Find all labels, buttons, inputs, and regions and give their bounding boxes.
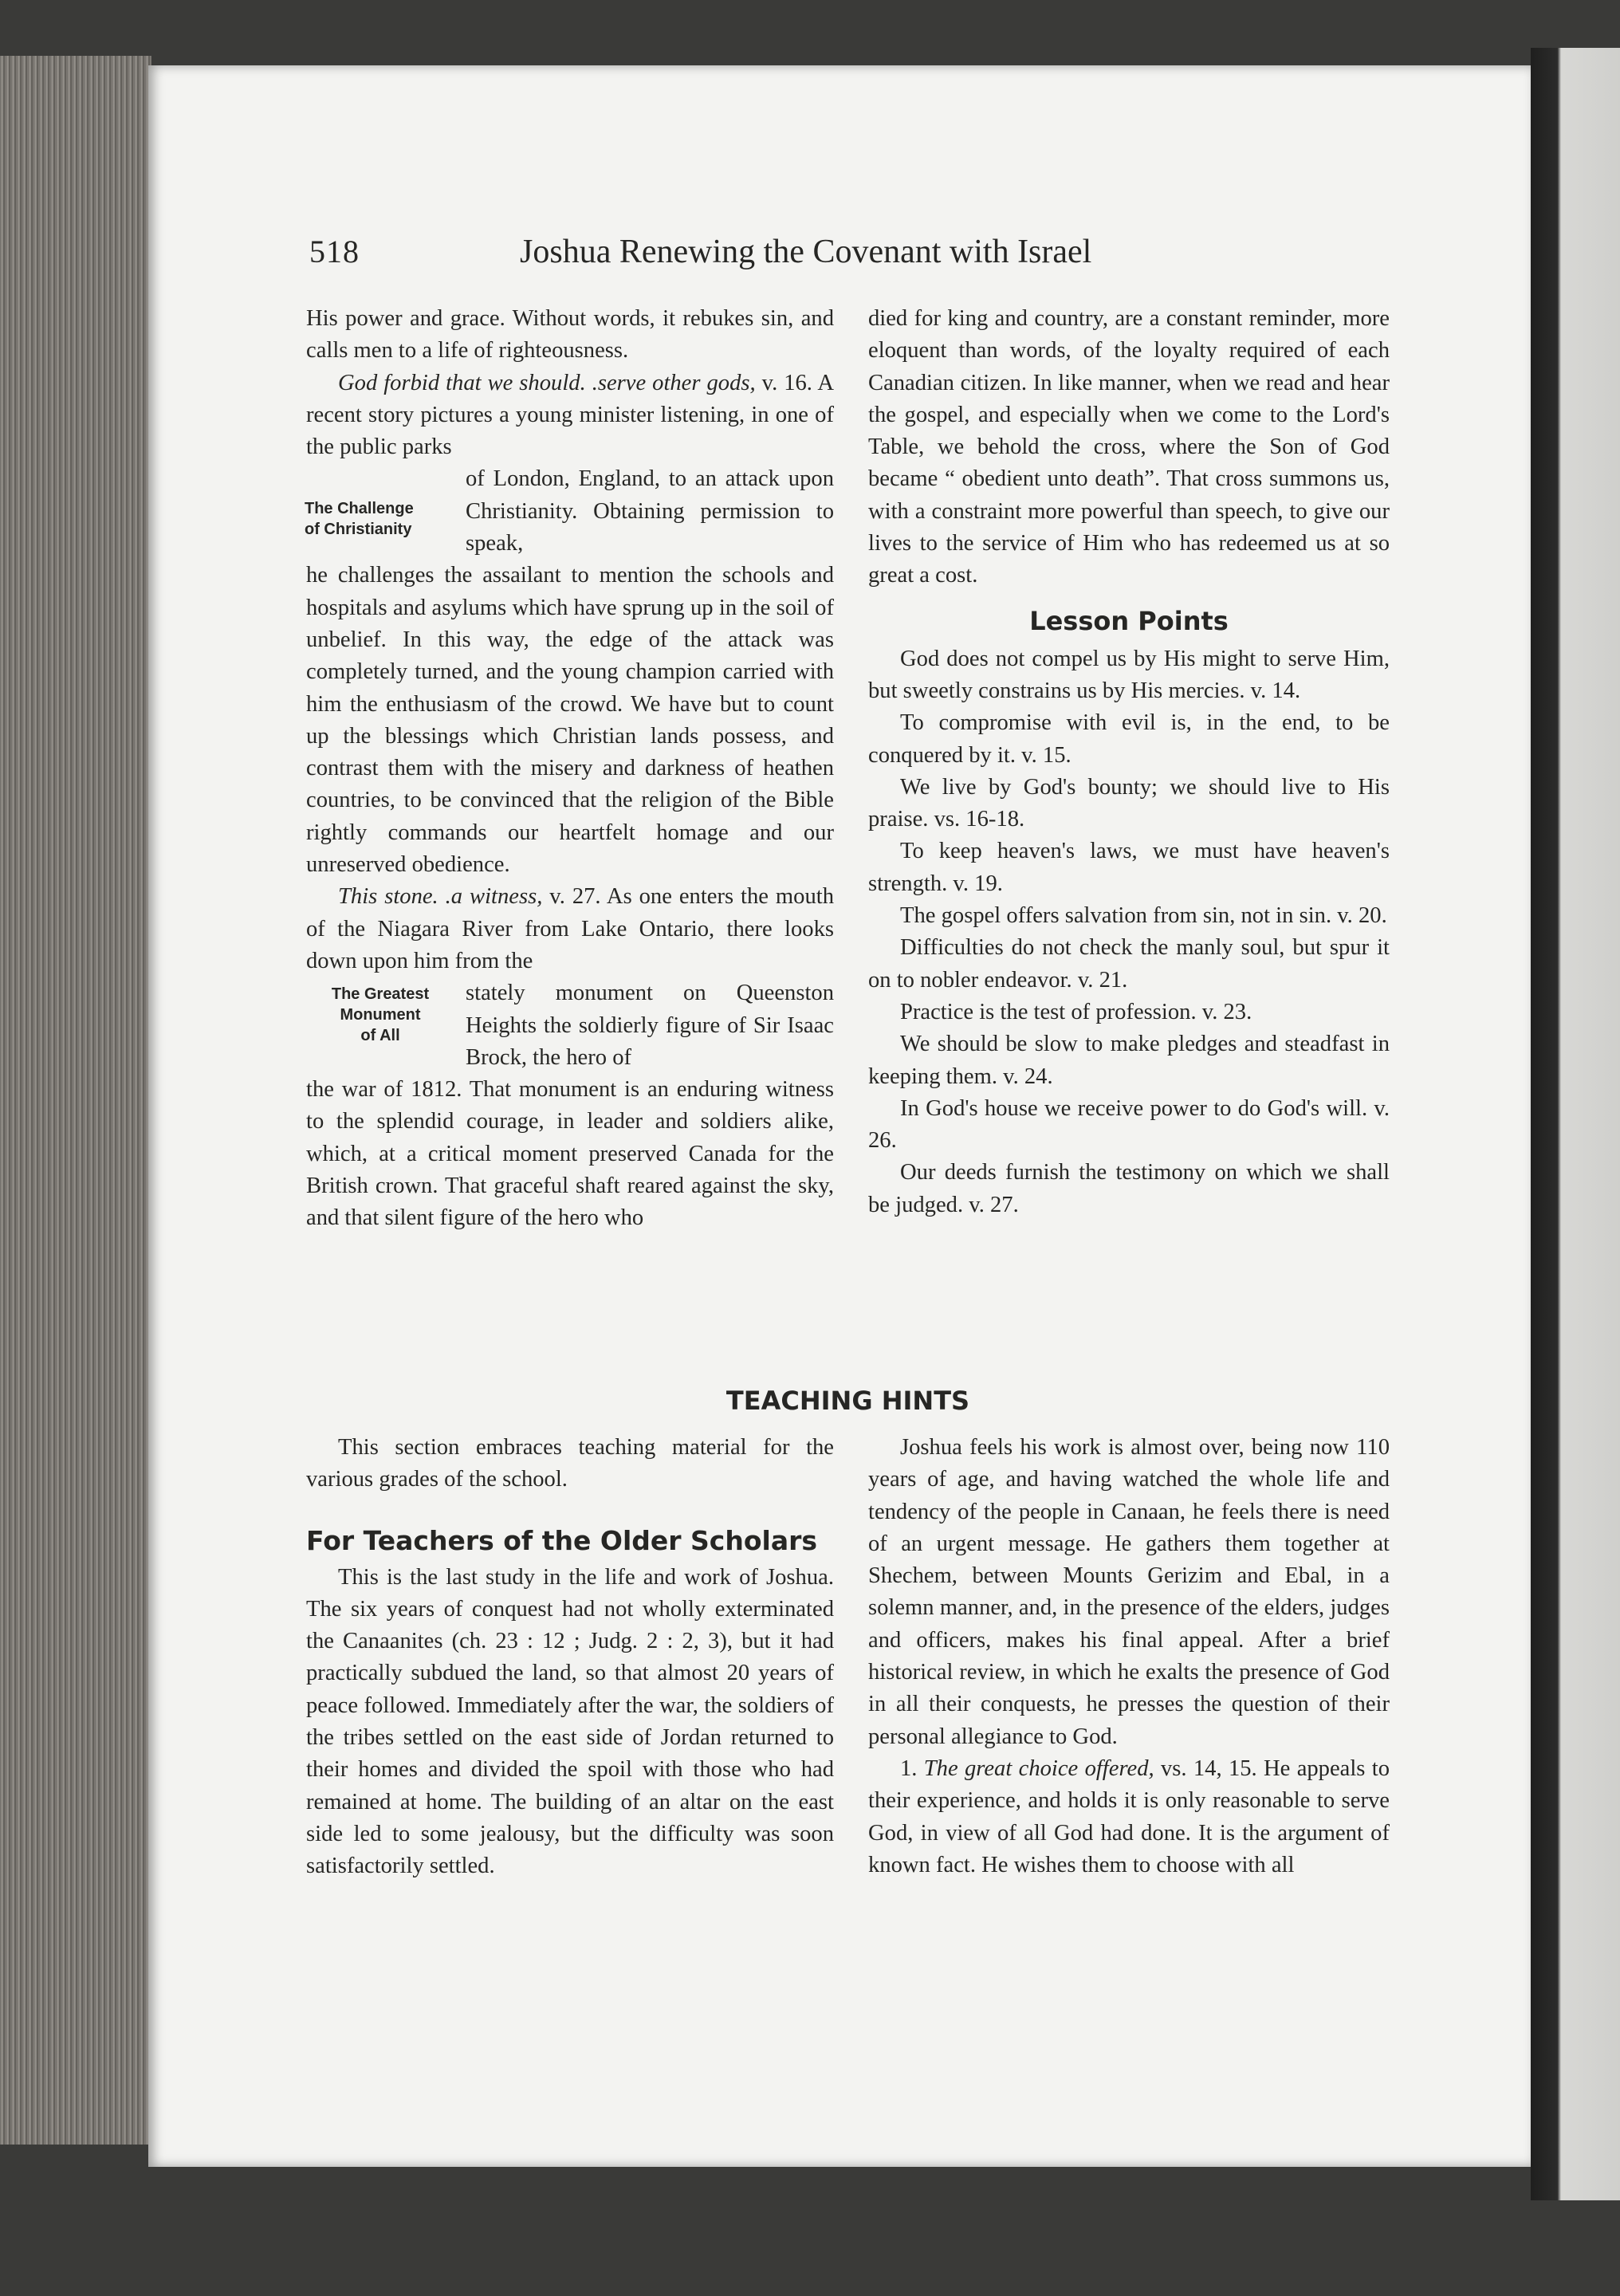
lesson-point: In God's house we receive power to do God's will. v. 26.	[868, 1095, 1390, 1154]
paragraph: God forbid that we should. .serve other gods, v. 16. A recent story pictures a young minister listening, in one of the public parks	[306, 370, 834, 460]
right-column-bottom	[868, 1432, 1390, 1881]
side-note-monument: The Greatest Monument of All	[331, 985, 430, 1045]
paragraph: the war of 1812. That monument is an enduring witness to the splendid courage, in leader and soldiers alike, which, at a critical moment preserved Canada for the British crown. That graceful shaft reared against the sky, and that silent figure of the hero who	[306, 1077, 834, 1231]
lesson-points-heading: Lesson Points	[1029, 605, 1229, 636]
left-column-bottom	[306, 1432, 834, 1883]
lesson-point: Our deeds furnish the testimony on which we shall be judged. v. 27.	[868, 1160, 1390, 1217]
paragraph: His power and grace. Without words, it rebukes sin, and calls men to a life of righteousness.	[306, 306, 834, 364]
left-column-top	[306, 303, 834, 1235]
paragraph: died for king and country, are a constant reminder, more eloquent than words, of the loyalty required of each Canadian citizen. In like manner, when we read and hear the gospel, and especially when we come to the Lord's Table, we behold the cross, where the Son of God became “ obedient unto death”. That cross summons us, with a constraint more powerful than speech, to give our lives to the service of Him who has redeemed us at so great a cost.	[868, 306, 1390, 588]
lesson-point: We should be slow to make pledges and steadfast in keeping them. v. 24.	[868, 1032, 1390, 1089]
side-note-challenge: The Challenge of Christianity	[305, 500, 414, 539]
lesson-point: We live by God's bounty; we should live to His praise. vs. 16-18.	[868, 774, 1390, 832]
page-number: 518	[309, 234, 360, 269]
scripture-quote: This stone. .a witness,	[338, 884, 543, 910]
paragraph-wrap: The Challenge of Christianity of London, England, to an attack upon Christianity. Obtaining permission to speak,	[305, 466, 834, 556]
facing-page-edge	[1531, 48, 1620, 2200]
paragraph: This stone. .a witness, v. 27. As one enters the mouth of the Niagara River from Lake Ontario, there looks down upon him from the	[306, 884, 834, 973]
page-header	[309, 233, 1178, 281]
paragraph: Joshua feels his work is almost over, being now 110 years of age, and having watched the whole life and tendency of the people in Canaan, he feels there is need of an urgent message. He gathers them together at Shechem, between Mounts Gerizim and Ebal, in a solemn manner, and, in the presence of the elders, judges and officers, makes his final appeal. After a brief historical review, in which he exalts the presence of God in all their conquests, he presses the question of their personal allegiance to God.	[868, 1435, 1390, 1749]
scripture-quote: God forbid that we should. .serve other gods,	[338, 370, 756, 395]
lesson-point: Practice is the test of profession. v. 23.	[900, 999, 1252, 1024]
paragraph: This is the last study in the life and work of Joshua. The six years of conquest had not wholly exterminated the Canaanites (ch. 23 : 12 ; Judg. 2 : 2, 3), but it had practically subdued the land, so that almost 20 years of peace followed. Immediately after the war, the soldiers of the tribes settled on the east side of Jordan returned to their homes and divided the spoil with those who had remained at home. The building of an altar on the east side led to some jealousy, but the difficulty was soon satisfactorily settled.	[306, 1564, 834, 1879]
lesson-point: To compromise with evil is, in the end, to be conquered by it. v. 15.	[868, 710, 1390, 768]
running-title: Joshua Renewing the Covenant with Israel	[520, 234, 1092, 270]
paragraph: 1. The great choice offered, vs. 14, 15. He appeals to their experience, and holds it is only reasonable to serve God, in view of all God had done. It is the argument of known fact. He wishes them to choose with all	[868, 1755, 1390, 1877]
right-column-top	[868, 303, 1390, 1221]
lesson-point: God does not compel us by His might to serve Him, but sweetly constrains us by His mercies. v. 14.	[868, 646, 1390, 703]
section-title: The great choice offered,	[923, 1755, 1154, 1781]
lesson-point: Difficulties do not check the manly soul, but spur it on to nobler endeavor. v. 21.	[868, 935, 1390, 993]
teaching-hints-heading: TEACHING HINTS	[725, 1386, 970, 1416]
lesson-point: The gospel offers salvation from sin, not in sin. v. 20.	[900, 903, 1387, 929]
paragraph-wrap: The Greatest Monument of All stately monument on Queenston Heights the soldierly figure of Sir Isaac Brock, the hero of	[306, 977, 834, 1074]
paragraph: This section embraces teaching material for the various grades of the school.	[306, 1435, 834, 1492]
lesson-point: To keep heaven's laws, we must have heaven's strength. v. 19.	[868, 839, 1390, 896]
book-page-edges	[0, 56, 151, 2145]
paragraph: he challenges the assailant to mention the schools and hospitals and asylums which have sprung up in the soil of unbelief. In this way, the edge of the attack was completely turned, and the young champion carried with him the enthusiasm of the crowd. We have but to count up the blessings which Christian lands possess, and contrast them with the misery and darkness of heathen countries, to be convinced that the religion of the Bible rightly commands our heartfelt homage and our unreserved obedience.	[306, 563, 834, 878]
older-scholars-heading: For Teachers of the Older Scholars	[306, 1524, 818, 1556]
